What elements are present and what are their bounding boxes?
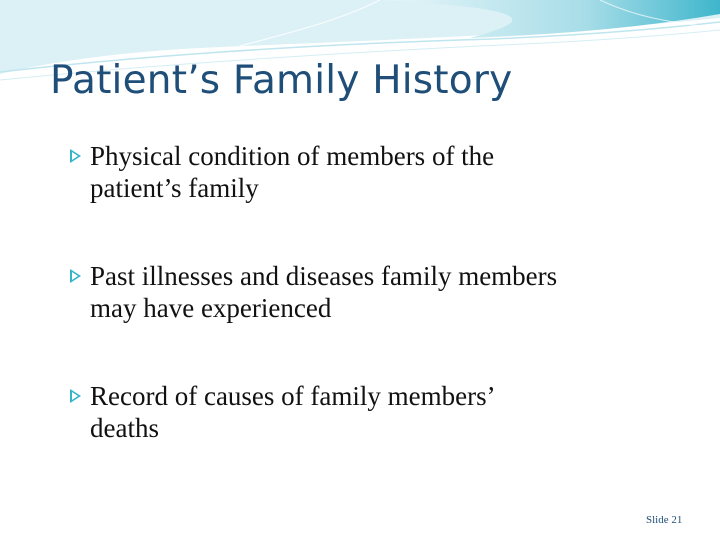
slide-number: Slide 21 [646,514,683,526]
slide-title: Patient’s Family History [50,58,513,103]
bullet-text-line: patient’s family [90,173,259,203]
bullet-item [66,380,706,444]
triangle-bullet-icon [70,149,81,163]
bullet-text-line: Past illnesses and diseases family members [90,261,558,291]
bullet-text-line: deaths [90,413,159,443]
bullet-item [66,140,706,204]
bullet-text-line: may have experienced [90,293,332,323]
bullet-text-line: Physical condition of members of the [90,141,495,171]
bullet-item [66,260,706,324]
triangle-bullet-icon [70,269,81,283]
bullet-text-line: Record of causes of family members’ [90,381,496,411]
triangle-bullet-icon [70,389,81,403]
bullet-list [66,140,706,500]
